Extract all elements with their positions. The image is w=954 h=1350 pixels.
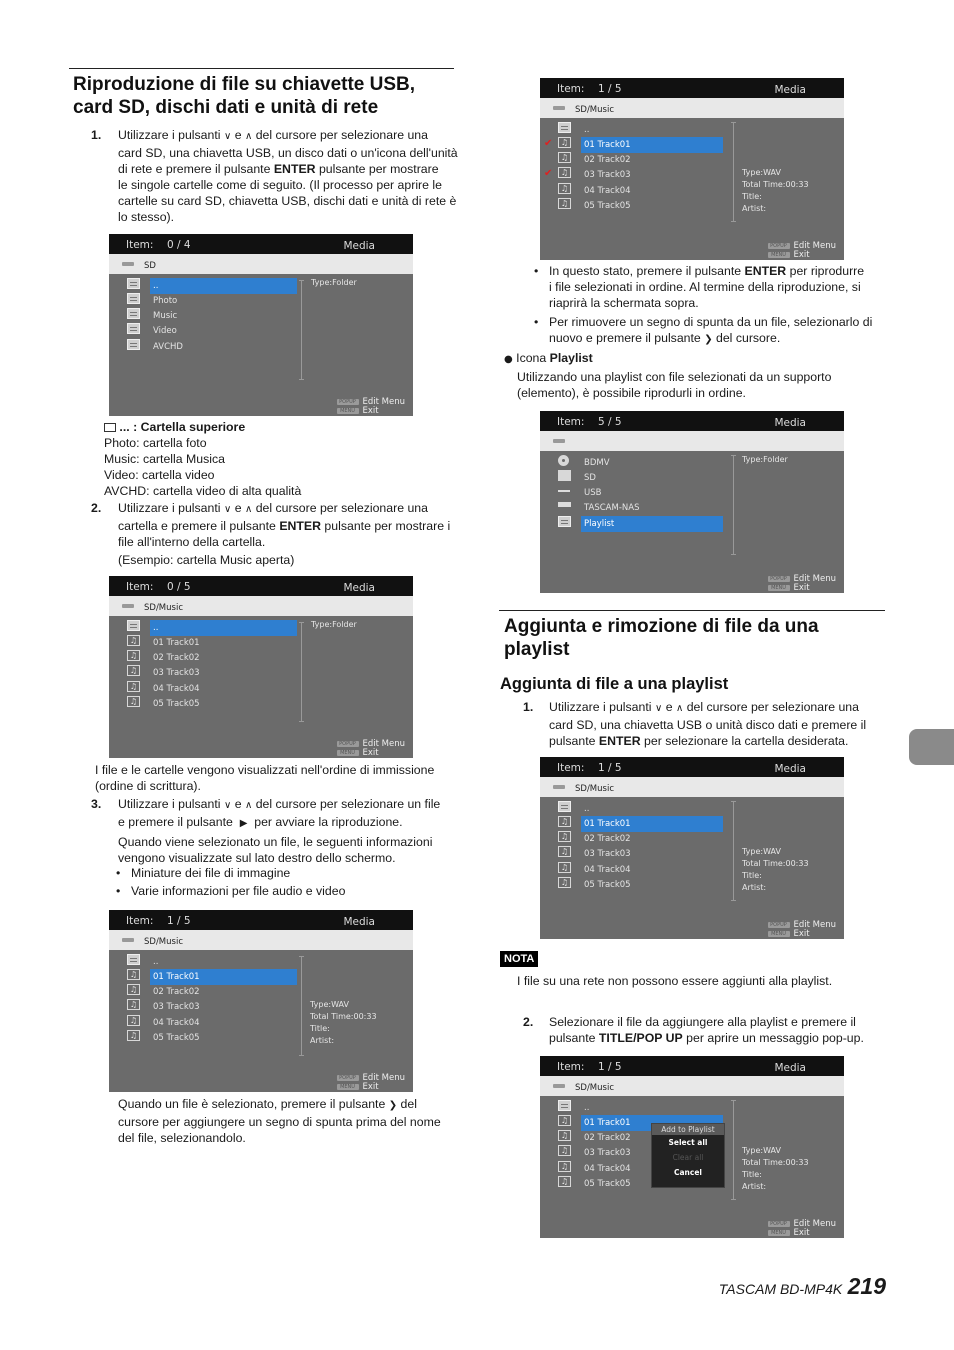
section-title: Aggiunta e rimozione di file da una playlist xyxy=(504,616,819,660)
music-file-icon: ♫ xyxy=(127,650,140,661)
list-item[interactable]: ♫ 01 Track01 xyxy=(558,815,723,829)
list-item[interactable]: ✔ ♫ 01 Track01 xyxy=(558,136,723,150)
folder-icon xyxy=(127,323,140,334)
scrollbar[interactable] xyxy=(733,801,734,901)
footer-keys: POPUP Edit Menu MENU Exit xyxy=(768,242,837,260)
folder-icon xyxy=(127,293,140,304)
list-item[interactable]: .. xyxy=(127,619,297,633)
folder-icon xyxy=(558,122,571,133)
footer-keys: POPUP Edit Menu MENU Exit xyxy=(337,398,406,416)
playlist-icon xyxy=(558,516,571,527)
scrollbar[interactable] xyxy=(733,122,734,222)
screen-tracks-checked: Item: 1 / 5 Media SD/Music .. ✔ ♫ 01 Track01 ♫ 02 Track02 ✔ ♫ 03 Track03 ♫ 04 Track04 ♫ 05 Track05 Type:WAV Total Time:00:33 Title: Artist: POPUP Edit Menu MENU Exit xyxy=(540,78,844,260)
bullet-item: • Per rimuovere un segno di spunta da un file, selezionarlo di nuovo e premere il pulsante ❯ del cursore. xyxy=(549,314,879,348)
section-rule xyxy=(499,610,885,611)
music-file-icon: ♫ xyxy=(558,152,571,163)
music-file-icon: ♫ xyxy=(558,1161,571,1172)
info-panel: Type:Folder xyxy=(311,620,357,629)
info-panel: Type:WAV Total Time:00:33 Title: Artist: xyxy=(742,168,809,213)
music-file-icon: ♫ xyxy=(558,831,571,842)
usb-icon xyxy=(558,485,571,496)
screen-music-folder: Item: 0 / 5 Media SD/Music .. ♫ 01 Track01 ♫ 02 Track02 ♫ 03 Track03 ♫ 04 Track04 ♫ 05 Track05 Type:Folder POPUP Edit Menu MENU Exit xyxy=(109,576,413,758)
right-chevron-icon: ❯ xyxy=(704,334,713,345)
screen-track-selected: Item: 1 / 5 Media SD/Music .. ♫ 01 Track01 ♫ 02 Track02 ♫ 03 Track03 ♫ 04 Track04 ♫ 05 Track05 Type:WAV Total Time:00:33 Title: Artist: POPUP Edit Menu MENU Exit xyxy=(109,910,413,1092)
music-file-icon: ♫ xyxy=(558,167,571,178)
sd-card-icon xyxy=(558,470,571,481)
brand-label: TASCAM BD-MP4K xyxy=(718,1281,843,1297)
list-item[interactable]: .. xyxy=(127,277,297,291)
scrollbar[interactable] xyxy=(301,280,302,380)
music-file-icon: ♫ xyxy=(558,816,571,827)
sd-card-icon xyxy=(122,604,134,608)
footer-keys: POPUP Edit Menu MENU Exit xyxy=(768,1220,837,1238)
folder-outline-icon xyxy=(104,423,116,432)
popup-title: Add to Playlist xyxy=(652,1124,724,1135)
folder-icon xyxy=(127,339,140,350)
playlist-heading: ● Icona Playlist xyxy=(504,351,593,365)
music-file-icon: ♫ xyxy=(558,877,571,888)
folder-icon xyxy=(127,954,140,965)
up-chevron-icon: ∧ xyxy=(244,131,253,142)
bullet-item: • Miniature dei file di immagine xyxy=(131,865,290,881)
music-file-icon: ♫ xyxy=(558,137,571,148)
info-panel: Type:WAV Total Time:00:33 Title: Artist: xyxy=(742,847,809,892)
checkmark-icon: ✔ xyxy=(544,138,553,149)
music-file-icon: ♫ xyxy=(127,999,140,1010)
media-icon xyxy=(553,439,565,443)
footer-keys: POPUP Edit Menu MENU Exit xyxy=(768,575,837,593)
sd-card-icon xyxy=(553,785,565,789)
folder-icon xyxy=(127,620,140,631)
music-file-icon: ♫ xyxy=(127,681,140,692)
nota-badge: NOTA xyxy=(500,951,538,967)
down-chevron-icon: ∨ xyxy=(223,131,232,142)
screen-add-select-track: Item: 1 / 5 Media SD/Music .. ♫ 01 Track01 ♫ 02 Track02 ♫ 03 Track03 ♫ 04 Track04 ♫ 05 Track05 Type:WAV Total Time:00:33 Title: Artist: POPUP Edit Menu MENU Exit xyxy=(540,757,844,939)
folder-icon xyxy=(127,308,140,319)
chapter-tab xyxy=(909,729,954,765)
music-file-icon: ♫ xyxy=(558,1176,571,1187)
music-file-icon: ♫ xyxy=(127,1030,140,1041)
page-footer xyxy=(718,1273,886,1299)
footer-keys: POPUP Edit Menu MENU Exit xyxy=(768,921,837,939)
screen-sd-root: Item: 0 / 4 Media SD .. Photo Music Video AVCHD Type:Folder POPUP Edit Menu MENU Exit xyxy=(109,234,413,416)
popup-select-all[interactable]: Select all xyxy=(668,1138,708,1147)
legend: ... : Cartella superiore Photo: cartella foto Music: cartella Musica Video: cartella video AVCHD: cartella video di alta qualità xyxy=(104,420,302,498)
right-chevron-icon: ❯ xyxy=(388,1100,398,1111)
scrollbar[interactable] xyxy=(301,622,302,722)
screen-popup: Item: 1 / 5 Media SD/Music .. ♫ 01 Track01 ♫ 02 Track02 ♫ 03 Track03 ♫ 04 Track04 ♫ 05 Track05 Add to Playlist Select all Clear all Cancel Type:WAV Total Time:00:33 Title: Artist: POPUP Edit Menu MENU Exit xyxy=(540,1056,844,1238)
network-drive-icon xyxy=(558,500,571,511)
footer-keys: POPUP Edit Menu MENU Exit xyxy=(337,740,406,758)
music-file-icon: ♫ xyxy=(127,696,140,707)
up-chevron-icon: ∧ xyxy=(244,504,253,515)
up-chevron-icon: ∧ xyxy=(244,800,253,811)
list-item[interactable]: Playlist xyxy=(558,515,723,529)
section-rule xyxy=(69,68,454,69)
bullet-item: • In questo stato, premere il pulsante ENTER per riprodurre i file selezionati in ordine. Al termine della riproduzione, si riaprirà la schermata sopra. xyxy=(549,263,879,311)
music-file-icon: ♫ xyxy=(558,1130,571,1141)
music-file-icon: ♫ xyxy=(127,984,140,995)
music-file-icon: ♫ xyxy=(127,665,140,676)
disc-icon xyxy=(558,455,569,466)
up-chevron-icon: ∧ xyxy=(675,703,684,714)
music-file-icon: ♫ xyxy=(558,846,571,857)
bullet-item: • Varie informazioni per file audio e video xyxy=(131,883,345,899)
filled-circle-icon: ● xyxy=(504,354,513,365)
add-to-playlist-popup xyxy=(651,1123,725,1188)
page-number: 219 xyxy=(847,1273,886,1299)
down-chevron-icon: ∨ xyxy=(223,800,232,811)
info-panel: Type:Folder xyxy=(311,278,357,287)
sd-card-icon xyxy=(122,262,134,266)
scrollbar[interactable] xyxy=(733,1100,734,1200)
sd-card-icon xyxy=(553,1084,565,1088)
music-file-icon: ♫ xyxy=(558,198,571,209)
scrollbar[interactable] xyxy=(733,455,734,555)
list-item[interactable]: ♫ 01 Track01 xyxy=(127,968,297,982)
folder-icon xyxy=(127,278,140,289)
playlist-desc: Utilizzando una playlist con file selezionati da un supporto (elemento), è possibile riprodurli in ordine. xyxy=(517,370,832,400)
info-panel: Type:WAV Total Time:00:33 Title: Artist: xyxy=(742,1146,809,1191)
down-chevron-icon: ∨ xyxy=(654,703,663,714)
selection-note: Quando un file è selezionato, premere il pulsante ❯ del cursore per aggiungere un segno di spunta prima del nome del file, selezionandolo. xyxy=(118,1097,441,1145)
folder-icon xyxy=(558,801,571,812)
popup-cancel[interactable]: Cancel xyxy=(673,1168,702,1177)
checkmark-icon: ✔ xyxy=(544,168,553,179)
folder-icon xyxy=(558,1100,571,1111)
music-file-icon: ♫ xyxy=(558,183,571,194)
music-file-icon: ♫ xyxy=(127,1015,140,1026)
music-file-icon: ♫ xyxy=(558,1115,571,1126)
order-note: I file e le cartelle vengono visualizzati nell'ordine di immissione (ordine di scrittura). xyxy=(95,763,435,793)
sd-card-icon xyxy=(122,938,134,942)
screen-media-root: Item: 5 / 5 Media BDMV SD USB TASCAM-NAS Playlist Type:Folder POPUP Edit Menu MENU Exit xyxy=(540,411,844,593)
popup-clear-all[interactable]: Clear all xyxy=(672,1153,704,1162)
nota-text: I file su una rete non possono essere aggiunti alla playlist. xyxy=(517,974,833,988)
music-file-icon: ♫ xyxy=(127,969,140,980)
music-file-icon: ♫ xyxy=(558,862,571,873)
play-icon: ▶ xyxy=(239,818,248,829)
sd-card-icon xyxy=(553,106,565,110)
list-item[interactable]: ♫ 01 Track01 xyxy=(558,1114,723,1128)
subsection-title: Aggiunta di file a una playlist xyxy=(500,675,729,693)
scrollbar[interactable] xyxy=(301,956,302,1056)
down-chevron-icon: ∨ xyxy=(223,504,232,515)
music-file-icon: ♫ xyxy=(127,635,140,646)
footer-keys: POPUP Edit Menu MENU Exit xyxy=(337,1074,406,1092)
info-panel: Type:Folder xyxy=(742,455,788,464)
info-panel: Type:WAV Total Time:00:33 Title: Artist: xyxy=(310,1000,377,1045)
music-file-icon: ♫ xyxy=(558,1145,571,1156)
section-title: Riproduzione di file su chiavette USB, card SD, dischi dati e unità di rete xyxy=(73,74,416,118)
